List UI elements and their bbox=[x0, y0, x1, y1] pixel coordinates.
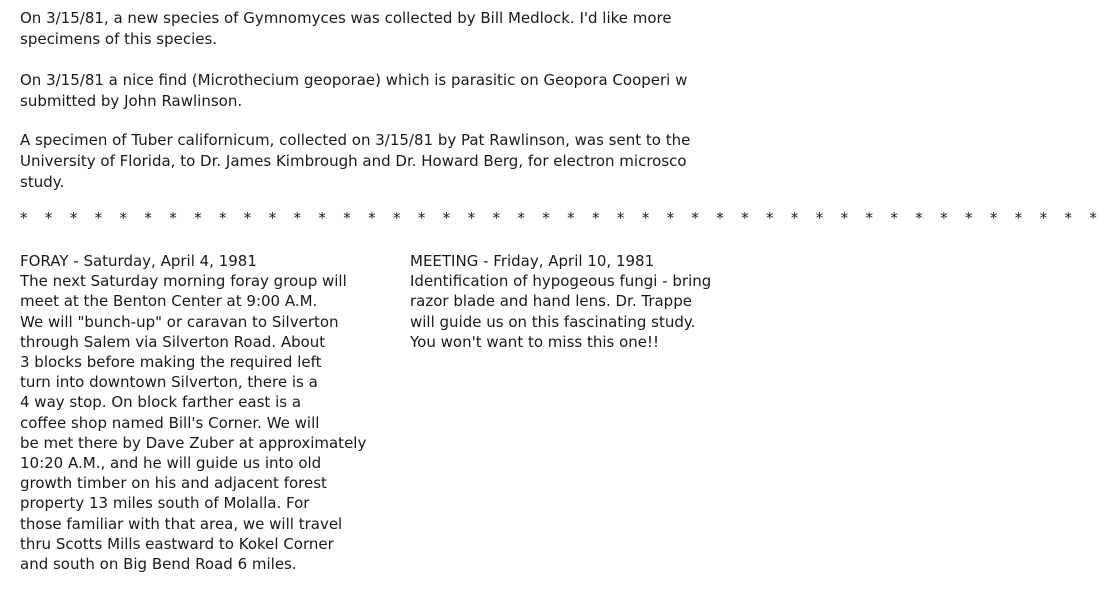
text-line: specimens of this species. bbox=[20, 30, 218, 48]
text-line: study. bbox=[20, 173, 65, 191]
foray-heading: FORAY - Saturday, April 4, 1981 bbox=[20, 252, 257, 270]
text-line: We will "bunch-up" or caravan to Silverton bbox=[20, 312, 339, 331]
text-line: those familiar with that area, we will travel bbox=[20, 514, 343, 533]
text-line: On 3/15/81, a new species of Gymnomyces was collected by Bill Medlock. I'd like more bbox=[20, 9, 672, 27]
paragraph-tuber bbox=[20, 130, 730, 193]
text-line: 10:20 A.M., and he will guide us into old bbox=[20, 454, 322, 473]
text-line: submitted by John Rawlinson. bbox=[20, 92, 243, 110]
foray-announcement bbox=[20, 251, 400, 574]
text-line: Identification of hypogeous fungi - bring bbox=[410, 272, 712, 291]
text-line: On 3/15/81 a nice find (Microthecium geoporae) which is parasitic on Geopora Cooperi w bbox=[20, 71, 688, 89]
paragraph-gymnomyces bbox=[20, 8, 730, 50]
text-line: thru Scotts Mills eastward to Kokel Corner bbox=[20, 534, 334, 553]
text-line: property 13 miles south of Molalla. For bbox=[20, 494, 310, 513]
text-line: will guide us on this fascinating study. bbox=[410, 312, 696, 331]
text-line: You won't want to miss this one!! bbox=[410, 332, 660, 351]
text-line: turn into downtown Silverton, there is a bbox=[20, 373, 318, 392]
text-line: A specimen of Tuber californicum, collected on 3/15/81 by Pat Rawlinson, was sent to the bbox=[20, 131, 691, 149]
meeting-announcement bbox=[410, 251, 730, 352]
text-line: razor blade and hand lens. Dr. Trappe bbox=[410, 292, 692, 311]
text-line: be met there by Dave Zuber at approximately bbox=[20, 433, 367, 452]
text-line: and south on Big Bend Road 6 miles. bbox=[20, 555, 297, 574]
text-line: 3 blocks before making the required left bbox=[20, 353, 322, 372]
text-line: meet at the Benton Center at 9:00 A.M. bbox=[20, 292, 318, 311]
text-line: growth timber on his and adjacent forest bbox=[20, 474, 327, 493]
text-line: The next Saturday morning foray group will bbox=[20, 272, 347, 291]
meeting-heading: MEETING - Friday, April 10, 1981 bbox=[410, 252, 655, 270]
asterisk-divider: * * * * * * * * * * * * * * * * * * * * * * * * * * * * * * * * * * * * * * * * * * * * bbox=[20, 209, 1103, 227]
text-line: 4 way stop. On block farther east is a bbox=[20, 393, 302, 412]
text-line: University of Florida, to Dr. James Kimbrough and Dr. Howard Berg, for electron microsco bbox=[20, 152, 687, 170]
text-line: coffee shop named Bill's Corner. We will bbox=[20, 413, 320, 432]
paragraph-microthecium bbox=[20, 70, 730, 112]
text-line: through Salem via Silverton Road. About bbox=[20, 332, 326, 351]
